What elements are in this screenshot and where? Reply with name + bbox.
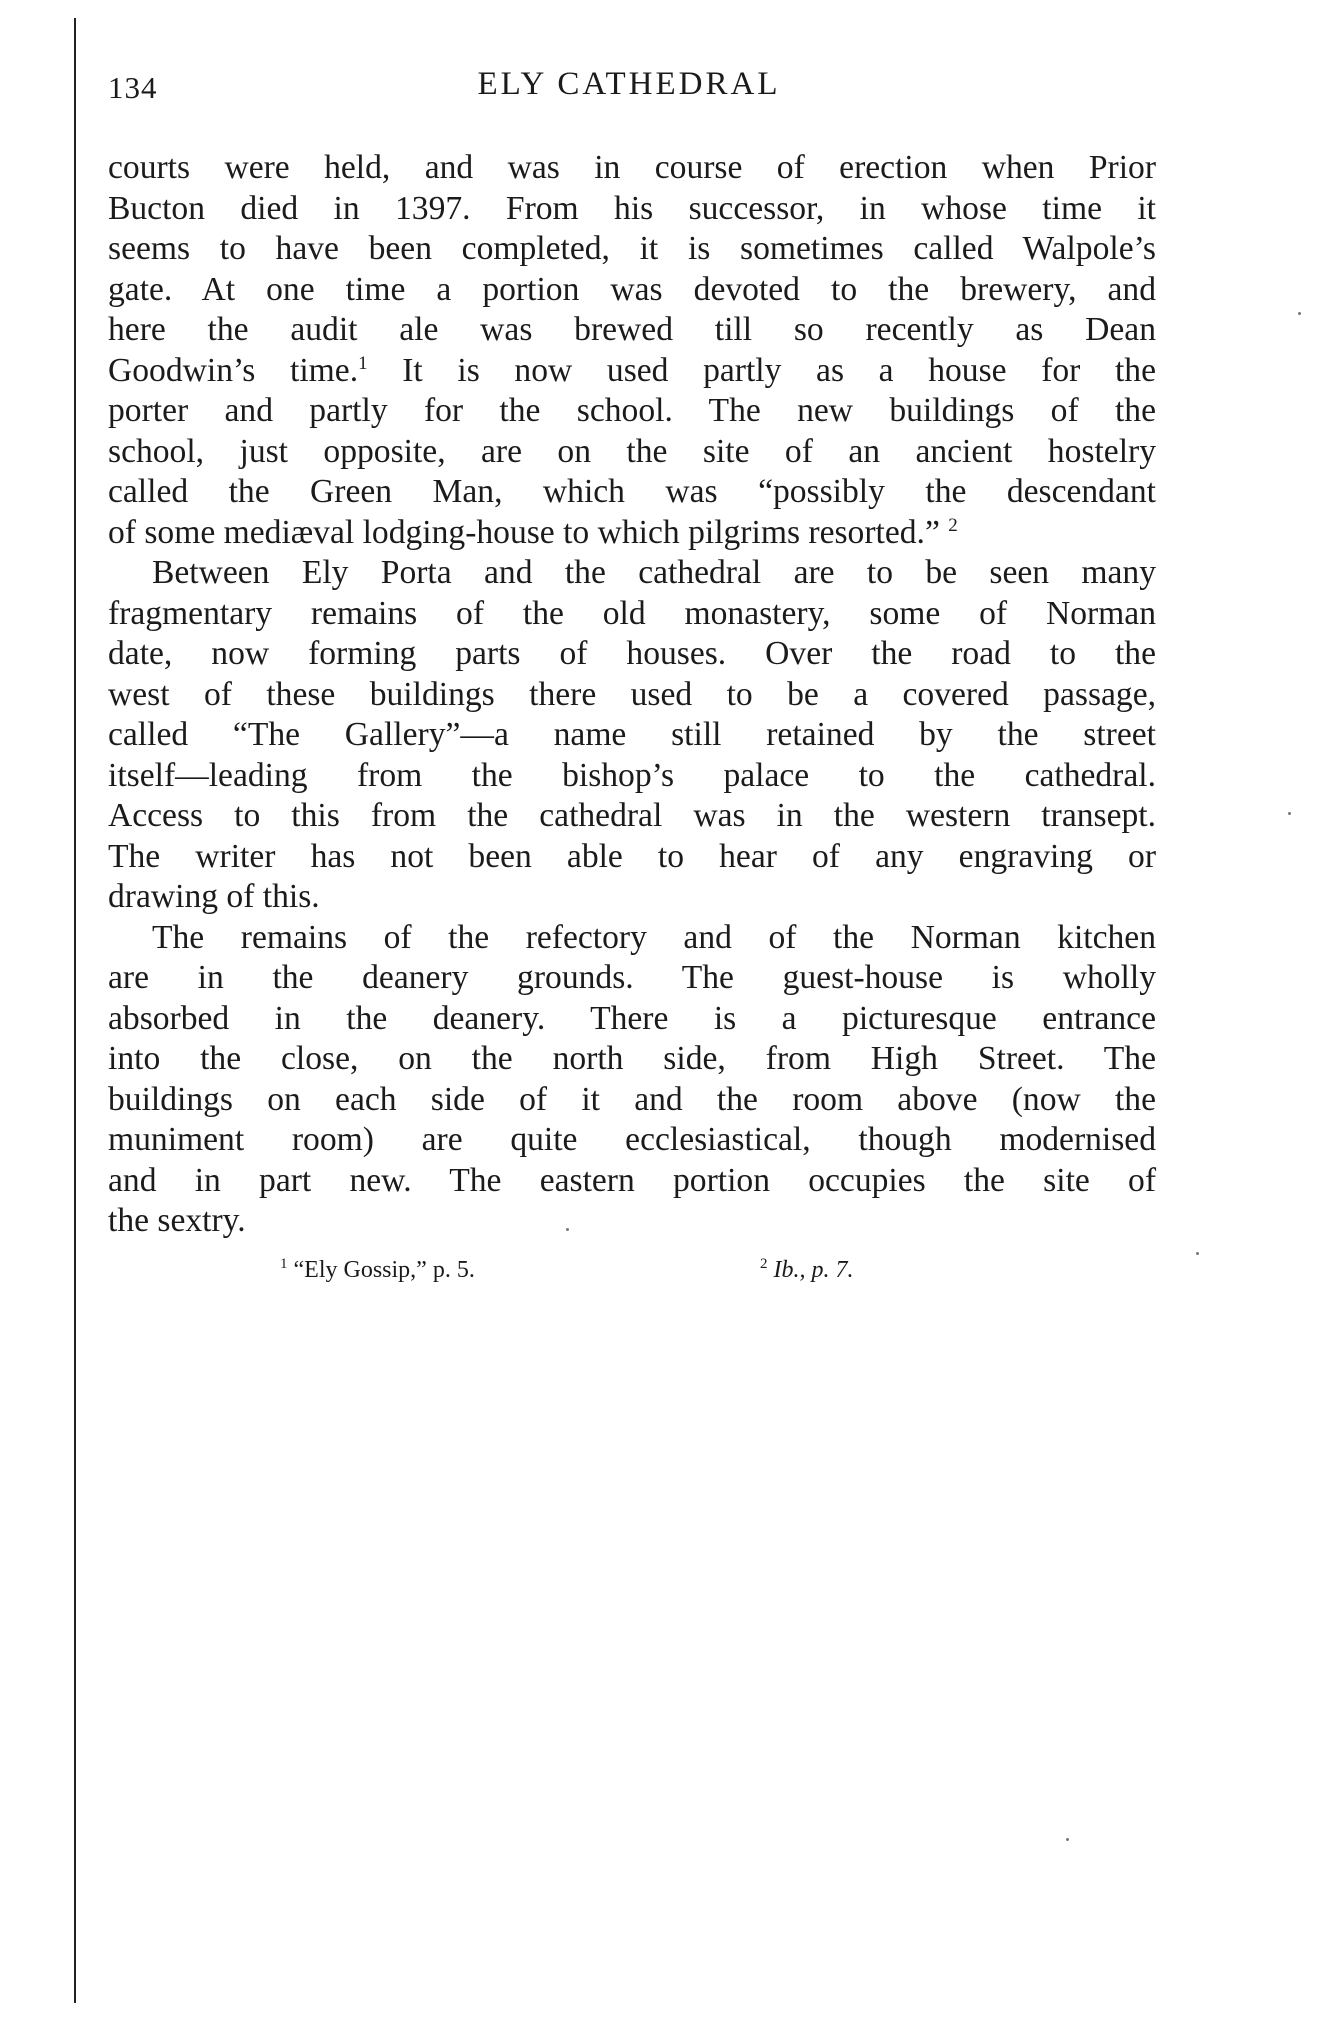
footnote-ref-2: 2 bbox=[948, 514, 958, 536]
paragraph-2 bbox=[108, 553, 1156, 918]
running-title: ELY CATHEDRAL bbox=[477, 66, 781, 102]
text-line: and in part new. The eastern portion occupies the site of bbox=[108, 1161, 1156, 1199]
text-line: here the audit ale was brewed till so recently as Dean bbox=[108, 311, 1156, 348]
paragraph-1 bbox=[108, 148, 1156, 553]
page-gutter-line bbox=[74, 18, 76, 2003]
footnote-mark: 1 bbox=[280, 1256, 288, 1272]
paper-speck bbox=[1066, 1838, 1069, 1841]
text-line: are in the deanery grounds. The guest-house is wholly bbox=[108, 959, 1156, 996]
text-line: courts were held, and was in course of erection when Prior bbox=[108, 149, 1156, 186]
text-line: fragmentary remains of the old monastery, some of Norman bbox=[108, 594, 1156, 632]
footnote-text: Ib., p. 7. bbox=[773, 1257, 854, 1283]
page-number: 134 bbox=[108, 70, 158, 105]
text-line: drawing of this. bbox=[108, 878, 320, 915]
text-line: Bucton died in 1397. From his successor, in whose time it bbox=[108, 189, 1156, 227]
footnote-1 bbox=[280, 1256, 475, 1284]
footnote-ref-1: 1 bbox=[358, 352, 368, 374]
text-line-with-footnote-ref bbox=[108, 513, 1156, 554]
line-end: It is now used partly as a house for the bbox=[367, 351, 1157, 389]
text-line: school, just opposite, are on the site of an ancient hostelry bbox=[108, 432, 1156, 470]
text-line: into the close, on the north side, from High Street. The bbox=[108, 1040, 1156, 1077]
footnote-mark: 2 bbox=[760, 1256, 768, 1272]
footnote-2 bbox=[760, 1256, 854, 1284]
text-line: seems to have been completed, it is sometimes called Walpole’s bbox=[108, 230, 1156, 267]
text-line-with-footnote-ref bbox=[108, 351, 1156, 392]
running-header bbox=[104, 60, 1154, 120]
footnotes bbox=[280, 1256, 1040, 1296]
text-line: date, now forming parts of houses. Over the road to the bbox=[108, 635, 1156, 672]
paper-speck bbox=[566, 1228, 569, 1231]
body-text bbox=[108, 148, 1156, 1242]
text-line: The writer has not been able to hear of any engraving or bbox=[108, 837, 1156, 875]
paper-speck bbox=[1288, 812, 1291, 815]
text-line: called the Green Man, which was “possibly the descendant bbox=[108, 473, 1156, 510]
text-line: absorbed in the deanery. There is a picturesque entrance bbox=[108, 999, 1156, 1037]
text-line: muniment room) are quite ecclesiastical, though modernised bbox=[108, 1121, 1156, 1158]
text-line: The remains of the refectory and of the Norman kitchen bbox=[152, 918, 1156, 956]
text-line: buildings on each side of it and the room above (now the bbox=[108, 1080, 1156, 1118]
text-line: itself—leading from the bishop’s palace to the cathedral. bbox=[108, 756, 1156, 794]
text-line: gate. At one time a portion was devoted to the brewery, and bbox=[108, 270, 1156, 308]
text-line: Access to this from the cathedral was in the western transept. bbox=[108, 797, 1156, 834]
text-line: west of these buildings there used to be a covered passage, bbox=[108, 675, 1156, 713]
text-line: the sextry. bbox=[108, 1202, 246, 1239]
footnote-text: “Ely Gossip,” p. 5. bbox=[293, 1257, 475, 1283]
paragraph-3 bbox=[108, 918, 1156, 1242]
line-text: of some mediæval lodging-house to which pilgrims resorted.” bbox=[108, 513, 940, 551]
text-line: Between Ely Porta and the cathedral are to be seen many bbox=[152, 554, 1156, 591]
paper-speck bbox=[1196, 1252, 1199, 1255]
line-start: Goodwin’s time. bbox=[108, 351, 359, 389]
text-line: porter and partly for the school. The new buildings of the bbox=[108, 392, 1156, 429]
paper-speck bbox=[1298, 312, 1301, 315]
text-line: called “The Gallery”—a name still retained by the street bbox=[108, 716, 1156, 753]
